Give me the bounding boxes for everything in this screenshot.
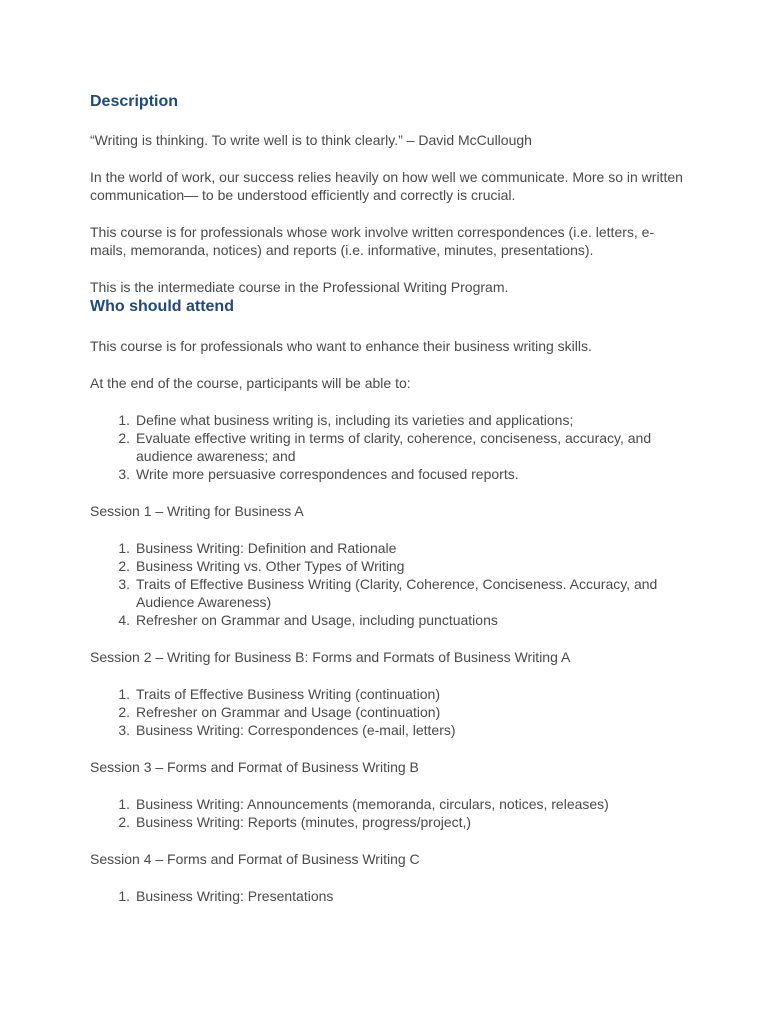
audience-paragraph: This course is for professionals whose work involve written correspondences (i.e. letters, e-mails, memoranda, notices) and reports (i.e. informative, minutes, presentations). <box>90 224 655 258</box>
list-item: 1. Business Writing: Definition and Rationale <box>118 540 397 556</box>
outcomes-intro-paragraph: At the end of the course, participants will be able to: <box>90 375 411 391</box>
list-item: 2. Business Writing: Reports (minutes, progress/project,) <box>118 814 472 830</box>
list-item: 1. Traits of Effective Business Writing (continuation) <box>118 686 440 702</box>
session-title: Session 2 – Writing for Business B: Forms and Formats of Business Writing A <box>90 649 571 665</box>
list-item: 2. Business Writing vs. Other Types of Writing <box>118 558 405 574</box>
list-item: 2. Refresher on Grammar and Usage (continuation) <box>118 704 441 720</box>
session-title: Session 1 – Writing for Business A <box>90 503 304 519</box>
session-title: Session 4 – Forms and Format of Business Writing C <box>90 851 420 867</box>
quote-paragraph: “Writing is thinking. To write well is to think clearly.” – David McCullough <box>90 132 532 148</box>
list-item: 3. Business Writing: Correspondences (e-mail, letters) <box>118 722 456 738</box>
session-title: Session 3 – Forms and Format of Business Writing B <box>90 759 419 775</box>
intro-paragraph: In the world of work, our success relies heavily on how well we communicate. More so in written communication— to be understood efficiently and correctly is crucial. <box>90 169 683 203</box>
description-heading: Description <box>90 93 179 110</box>
session-3-list <box>90 795 690 831</box>
list-item: 3. Traits of Effective Business Writing (Clarity, Coherence, Conciseness. Accuracy, and Audience Awareness) <box>118 576 658 610</box>
document-page <box>90 92 690 905</box>
outcomes-list <box>90 411 690 483</box>
session-1-list <box>90 539 690 629</box>
session-4-list <box>90 887 690 905</box>
list-item: 2. Evaluate effective writing in terms of clarity, coherence, conciseness, accuracy, and audience awareness; and <box>118 430 652 464</box>
session-2-list <box>90 685 690 739</box>
list-item: 1. Business Writing: Presentations <box>118 888 334 904</box>
list-item: 4. Refresher on Grammar and Usage, including punctuations <box>118 612 498 628</box>
attend-intro-paragraph: This course is for professionals who want to enhance their business writing skills. <box>90 338 592 354</box>
list-item: 3. Write more persuasive correspondences and focused reports. <box>118 466 519 482</box>
who-should-attend-heading: Who should attend <box>90 298 234 315</box>
list-item: 1. Business Writing: Announcements (memoranda, circulars, notices, releases) <box>118 796 609 812</box>
program-paragraph: This is the intermediate course in the Professional Writing Program. <box>90 279 509 295</box>
list-item: 1. Define what business writing is, including its varieties and applications; <box>118 412 574 428</box>
